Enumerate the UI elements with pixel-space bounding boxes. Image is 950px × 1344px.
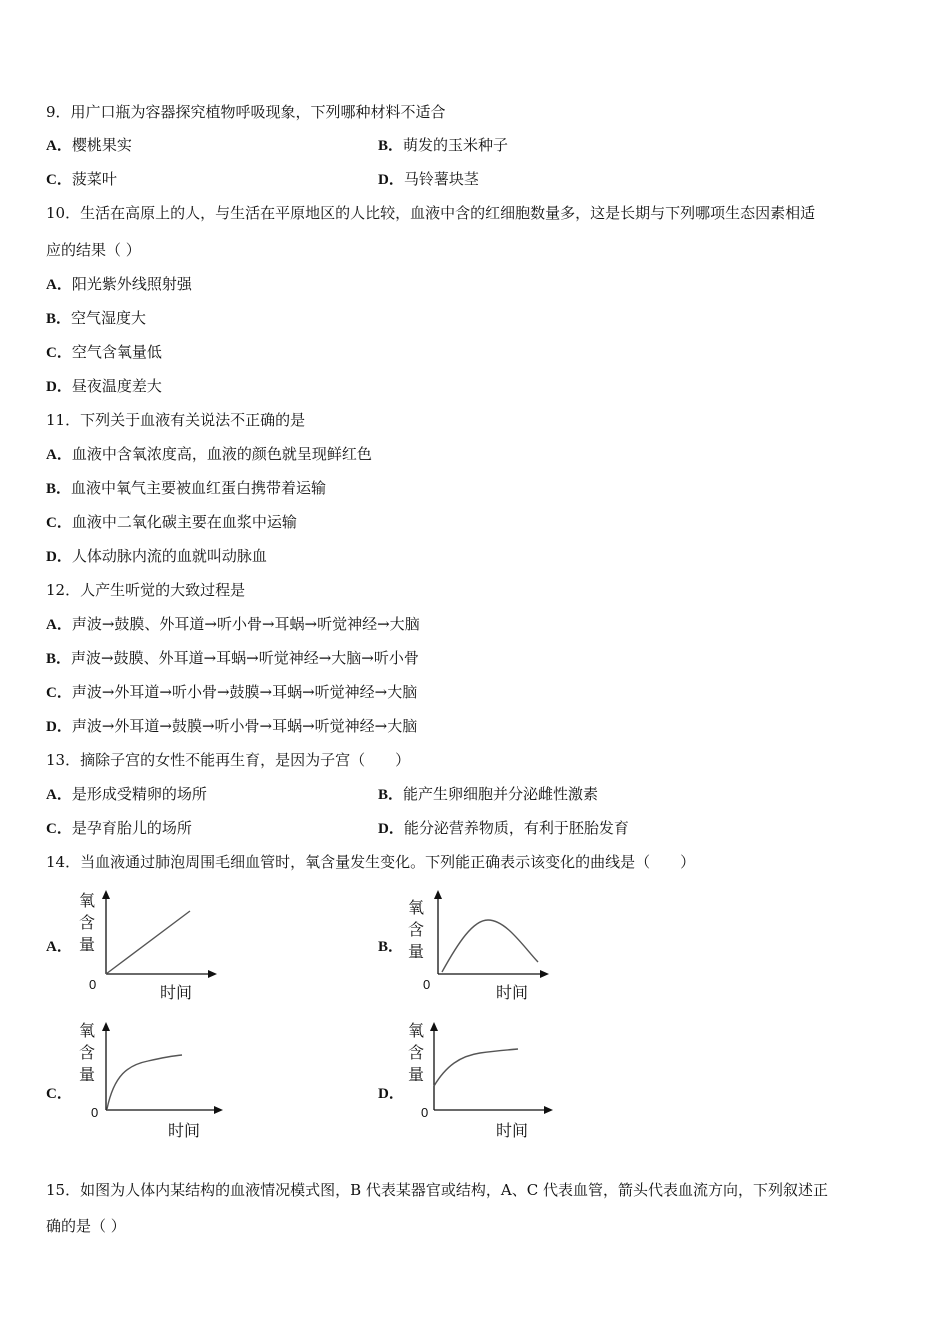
option-a[interactable] [46,135,132,156]
x-axis-arrow [540,970,549,978]
option-a[interactable] [46,614,420,635]
y-axis-label: 氧含量 [407,1021,424,1084]
graph-b[interactable] [428,888,558,980]
option-c[interactable] [46,818,192,839]
question-stem: 人产生听觉的大致过程是 [80,581,246,599]
origin-label: 0 [423,977,431,992]
question-9 [46,102,446,122]
option-label: C． [46,685,72,701]
option-text: 声波→鼓膜、外耳道→听小骨→耳蜗→听觉神经→大脑 [71,615,420,633]
origin-label: 0 [89,977,97,992]
option-label: B． [46,481,72,497]
y-axis-arrow [102,1022,110,1031]
question-number: 9． [46,103,71,121]
option-a[interactable] [46,274,192,295]
option-label: C． [46,345,72,361]
option-label: D． [46,549,72,565]
option-text: 空气含氧量低 [71,343,162,361]
option-b[interactable] [46,308,146,329]
option-b[interactable] [378,784,598,805]
question-stem: 当血液通过肺泡周围毛细血管时，氧含量发生变化。下列能正确表示该变化的曲线是（ ） [80,853,696,871]
option-text: 萌发的玉米种子 [403,136,509,154]
option-text: 声波→鼓膜、外耳道→耳蜗→听觉神经→大脑→听小骨 [71,649,419,667]
option-text: 血液中含氧浓度高，血液的颜色就呈现鲜红色 [71,445,372,463]
question-12 [46,580,245,600]
option-label: D． [46,379,72,395]
question-13 [46,750,410,770]
option-text: 血液中氧气主要被血红蛋白携带着运输 [71,479,327,497]
graph-c[interactable] [96,1020,230,1116]
option-label: A． [46,138,72,154]
option-text: 能产生卵细胞并分泌雌性激素 [403,785,599,803]
option-b[interactable] [46,648,419,669]
x-axis-arrow [214,1106,223,1114]
y-axis-label: 氧含量 [78,1021,95,1084]
option-c[interactable] [46,169,117,190]
y-axis-arrow [102,890,110,899]
option-label: B． [378,787,404,803]
y-axis-arrow [434,890,442,899]
option-c[interactable] [46,512,297,533]
option-text: 声波→外耳道→听小骨→鼓膜→耳蜗→听觉神经→大脑 [71,683,418,701]
question-number: 13． [46,751,81,769]
option-label: A． [46,617,72,633]
option-a[interactable] [46,784,207,805]
x-axis-label: 时间 [496,1121,529,1140]
question-stem: 如图为人体内某结构的血液情况模式图，B 代表某器官或结构，A、C 代表血管，箭头代表血流方向，下列叙述正 [80,1181,828,1199]
option-label: D． [378,172,404,188]
question-15-continued: 确的是（ ） [46,1217,126,1235]
option-label: D． [378,821,404,837]
question-11 [46,410,305,430]
x-axis-label: 时间 [168,1121,201,1140]
option-label: A． [46,447,72,463]
x-axis-arrow [544,1106,553,1114]
y-axis-label: 氧含量 [78,891,95,954]
option-text: 血液中二氧化碳主要在血浆中运输 [71,513,297,531]
option-text: 是形成受精卵的场所 [71,785,207,803]
curve-saturating-offset [434,1049,518,1086]
x-axis-label: 时间 [160,983,193,1002]
x-axis-label: 时间 [496,983,529,1002]
origin-label: 0 [91,1105,99,1120]
curve-peak [442,920,538,972]
option-d[interactable] [378,818,629,839]
option-label: B． [46,311,72,327]
option-b[interactable] [378,135,508,156]
option-text: 声波→外耳道→鼓膜→听小骨→耳蜗→听觉神经→大脑 [71,717,418,735]
option-label: A． [46,787,72,803]
option-text: 阳光紫外线照射强 [71,275,192,293]
option-label: D． [46,719,72,735]
option-b[interactable] [46,478,326,499]
option-label: C． [46,515,72,531]
option-d[interactable] [46,716,417,737]
option-label: C． [46,821,72,837]
option-label: B． [378,138,404,154]
graph-d[interactable] [428,1020,562,1116]
x-axis-arrow [208,970,217,978]
graph-a[interactable] [96,888,226,980]
option-label: C． [46,172,72,188]
option-text: 人体动脉内流的血就叫动脉血 [71,547,267,565]
option-a[interactable] [46,444,372,465]
option-b[interactable]: B． [378,939,404,955]
question-number: 10． [46,204,81,222]
question-14 [46,852,695,872]
option-text: 菠菜叶 [71,170,117,188]
option-d[interactable] [46,376,162,397]
option-label: B． [46,651,72,667]
y-axis-label: 氧含量 [407,898,424,961]
option-a[interactable]: A． [46,939,72,955]
option-text: 空气湿度大 [71,309,147,327]
option-text: 马铃薯块茎 [403,170,479,188]
option-d[interactable] [378,169,479,190]
option-label: A． [46,277,72,293]
option-c[interactable] [46,342,162,363]
option-text: 昼夜温度差大 [71,377,162,395]
curve-line [106,911,190,974]
question-number: 15． [46,1181,81,1199]
y-axis-arrow [430,1022,438,1031]
question-10 [46,203,815,223]
question-stem: 下列关于血液有关说法不正确的是 [80,411,306,429]
option-text: 樱桃果实 [71,136,132,154]
curve-saturating [107,1055,182,1109]
question-number: 14． [46,853,81,871]
question-number: 11． [46,411,81,429]
question-10-continued: 应的结果（ ） [46,241,141,259]
option-c[interactable]: C． [46,1086,72,1102]
option-text: 能分泌营养物质，有利于胚胎发育 [403,819,629,837]
question-stem: 摘除子宫的女性不能再生育，是因为子宫（ ） [80,751,411,769]
origin-label: 0 [421,1105,429,1120]
option-d[interactable] [46,546,267,567]
option-d[interactable]: D． [378,1086,404,1102]
option-text: 是孕育胎儿的场所 [71,819,192,837]
question-stem: 用广口瓶为容器探究植物呼吸现象，下列哪种材料不适合 [70,103,446,121]
question-number: 12． [46,581,81,599]
question-stem: 生活在高原上的人，与生活在平原地区的人比较，血液中含的红细胞数量多，这是长期与下列哪项生态因素相适 [80,204,816,222]
option-c[interactable] [46,682,417,703]
question-15 [46,1180,828,1200]
